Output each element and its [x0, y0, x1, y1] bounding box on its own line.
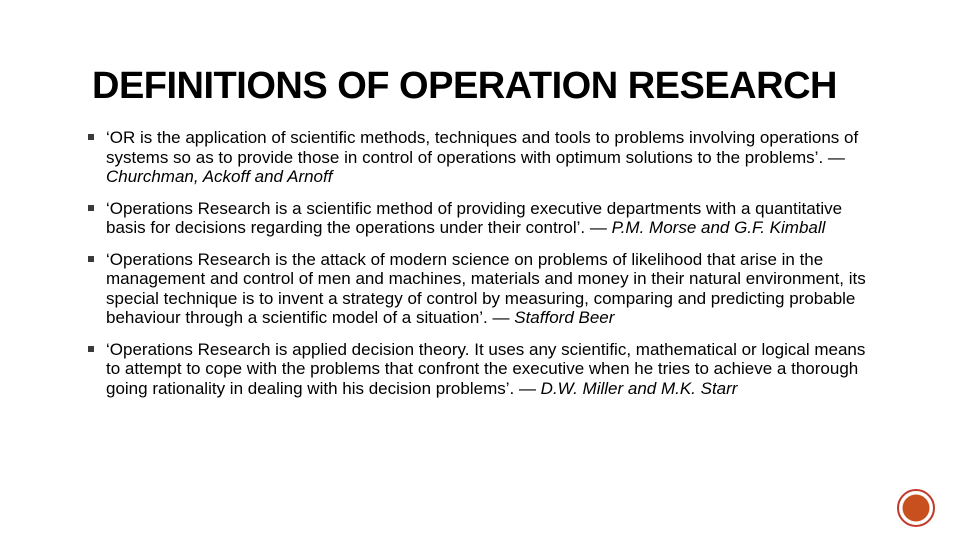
definitions-list [88, 128, 878, 410]
definition-item-2 [88, 199, 878, 238]
definition-text: ‘Operations Research is the attack of modern science on problems of likelihood that arise in the management and control of men and machines, materials and money in their natural environment, its special technique is to invent a strategy of control by measuring, comparing and predicting probable behaviour through a scientific model of a situation’. — [106, 249, 866, 327]
definition-text: ‘Operations Research is applied decision theory. It uses any scientific, mathematical or logical means to attempt to cope with the problems that confront the executive when he tries to achieve a thorough going rationality in dealing with his decision problems’. — [106, 339, 866, 398]
definition-item-4 [88, 340, 878, 399]
bullet-icon [88, 205, 94, 211]
definition-text: ‘Operations Research is a scientific method of providing executive departments with a quantitative basis for decisions regarding the operations under their control’. — [106, 198, 843, 237]
definition-author: P.M. Morse and G.F. Kimball [611, 218, 826, 237]
definition-author: D.W. Miller and M.K. Starr [540, 378, 738, 398]
definition-text: ‘OR is the application of scientific methods, techniques and tools to problems involving operations of systems so as to provide those in control of operations with optimum solutions to the problems’. — [106, 128, 859, 167]
bullet-icon [88, 256, 94, 262]
bullet-icon [88, 134, 94, 140]
bullet-icon [88, 346, 94, 352]
definition-author: Churchman, Ackoff and Arnoff [106, 167, 333, 186]
definition-author: Stafford Beer [514, 308, 615, 327]
slide-number-badge-icon [896, 488, 936, 528]
slide-title: DEFINITIONS OF OPERATION RESEARCH [92, 65, 837, 107]
definition-item-1 [88, 128, 878, 187]
definition-item-3 [88, 250, 878, 328]
